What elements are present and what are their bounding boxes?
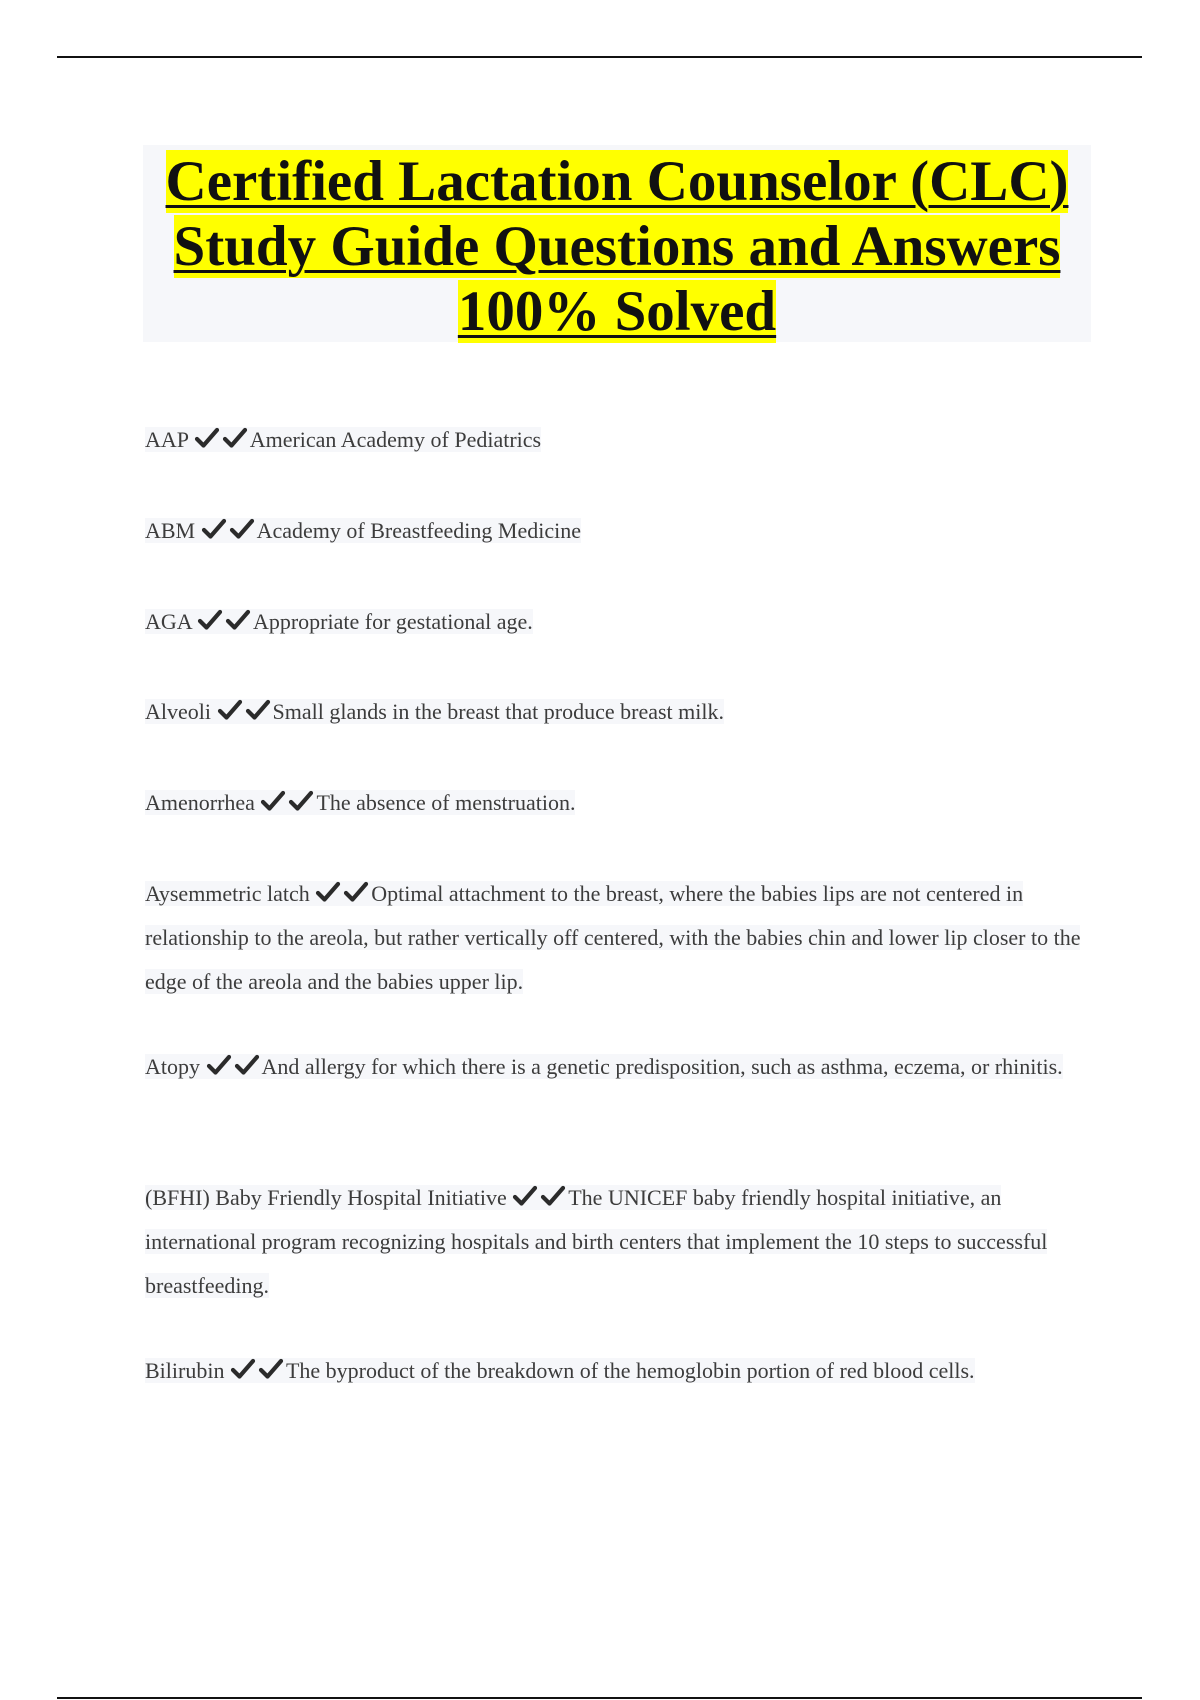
entry-definition: Small glands in the breast that produce breast milk. (272, 699, 725, 724)
entry-term: AAP (145, 427, 189, 452)
entry (145, 418, 1090, 462)
entry-term: Atopy (145, 1054, 200, 1079)
check-mark-icon (201, 517, 229, 541)
entry (145, 1045, 1090, 1089)
bottom-rule (57, 1697, 1142, 1699)
entry-term: Bilirubin (145, 1358, 225, 1383)
entry-term: Aysemmetric latch (145, 881, 310, 906)
check-mark-icon (225, 608, 253, 632)
title-box (143, 145, 1091, 342)
check-mark-icon (540, 1184, 568, 1208)
check-mark-icon (512, 1184, 540, 1208)
entry (145, 1349, 1090, 1393)
check-mark-icon (343, 880, 371, 904)
entry-term: Alveoli (145, 699, 211, 724)
entry-term: AGA (145, 609, 192, 634)
entry (145, 509, 1090, 553)
entry (145, 600, 1090, 644)
check-mark-icon (206, 1053, 234, 1077)
check-mark-icon (288, 789, 316, 813)
check-mark-icon (217, 698, 245, 722)
entry-definition: The UNICEF baby friendly hospital initiative, an international program recognizing hospitals and birth centers that implement the 10 steps to successful breastfeeding. (145, 1185, 1048, 1298)
entry (145, 690, 1090, 734)
top-rule (57, 56, 1142, 58)
entry-definition: And allergy for which there is a genetic predisposition, such as asthma, eczema, or rhinitis. (261, 1054, 1063, 1079)
check-mark-icon (245, 698, 273, 722)
document-title: Certified Lactation Counselor (CLC) Study Guide Questions and Answers 100% Solved (165, 150, 1069, 343)
entry-definition: Academy of Breastfeeding Medicine (256, 518, 581, 543)
check-mark-icon (230, 1357, 258, 1381)
check-mark-icon (194, 426, 222, 450)
entry (145, 872, 1090, 1004)
entry-definition: Optimal attachment to the breast, where the babies lips are not centered in relationship to the areola, but rather vertically off centered, with the babies chin and lower lip closer to the edge of the areola and the babies upper lip. (145, 881, 1081, 994)
check-mark-icon (315, 880, 343, 904)
check-mark-icon (260, 789, 288, 813)
check-mark-icon (229, 517, 257, 541)
check-mark-icon (234, 1053, 262, 1077)
entry-term: Amenorrhea (145, 790, 255, 815)
entry (145, 1176, 1090, 1308)
entry (145, 781, 1090, 825)
entry-term: ABM (145, 518, 196, 543)
entry-term: (BFHI) Baby Friendly Hospital Initiative (145, 1185, 507, 1210)
entry-definition: Appropriate for gestational age. (252, 609, 533, 634)
check-mark-icon (222, 426, 250, 450)
check-mark-icon (197, 608, 225, 632)
entry-definition: The byproduct of the breakdown of the hemoglobin portion of red blood cells. (285, 1358, 975, 1383)
entry-definition: American Academy of Pediatrics (249, 427, 542, 452)
check-mark-icon (258, 1357, 286, 1381)
entry-definition: The absence of menstruation. (316, 790, 576, 815)
